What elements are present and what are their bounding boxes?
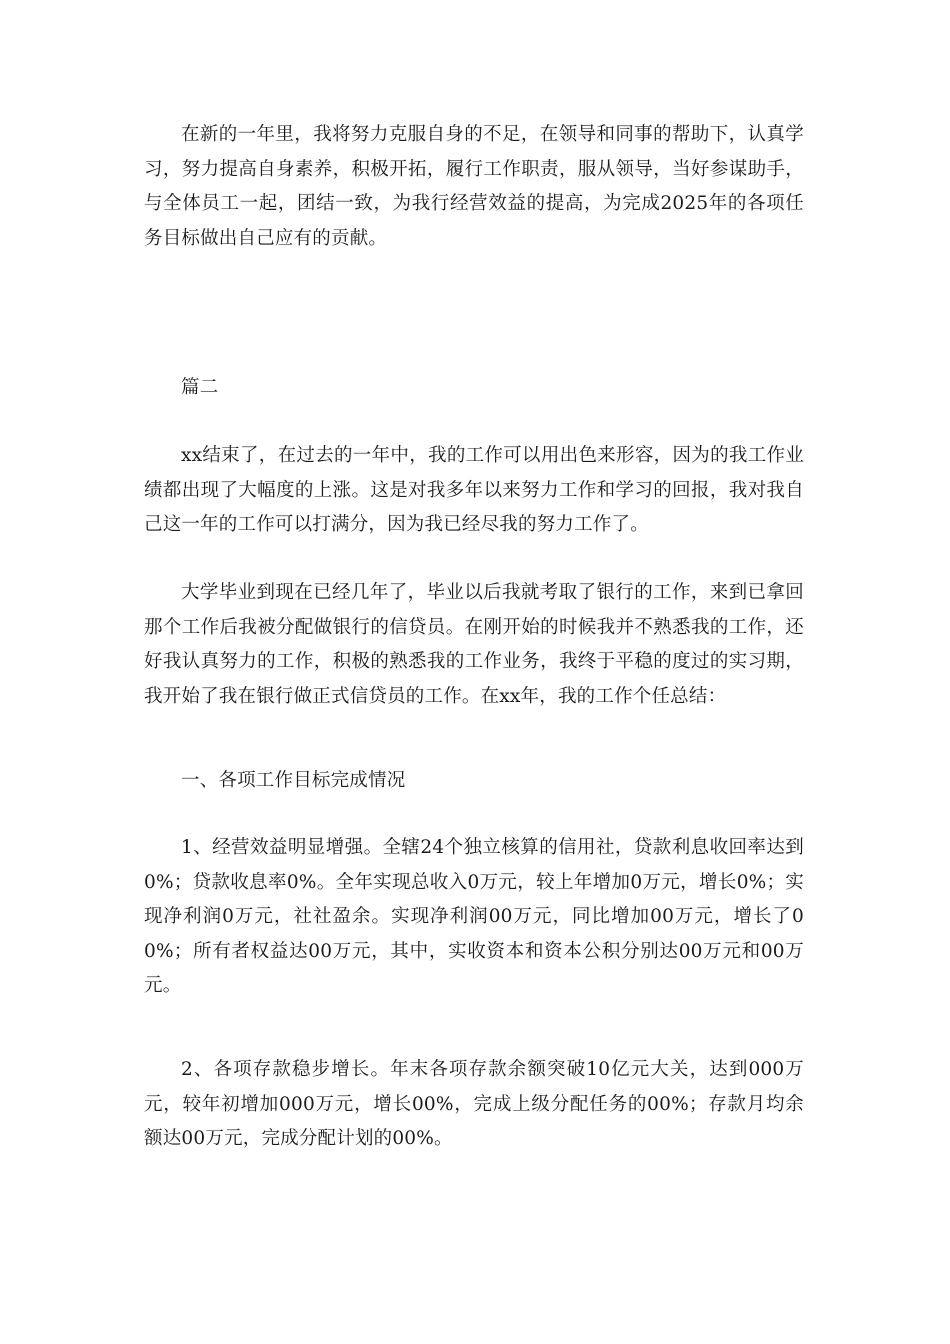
closing-paragraph: 在新的一年里，我将努力克服自身的不足，在领导和同事的帮助下，认真学习，努力提高自身素养，积极开拓，履行工作职责，服从领导，当好参谋助手，与全体员工一起，团结一致，为我行经营效益的提高，为完成2025年的各项任务目标做出自己应有的贡献。	[144, 124, 804, 249]
item-1-paragraph: 1、经营效益明显增强。全辖24个独立核算的信用社，贷款利息收回率达到0%；贷款收息率0%。全年实现总收入0万元，较上年增加0万元，增长0%；实现净利润0万元，社社盈余。实现净利润00万元，同比增加00万元，增长了00%；所有者权益达00万元，其中，实收资本和资本公积分别达00万元和00万元。	[144, 837, 804, 996]
subsection-heading-goals: 一、各项工作目标完成情况	[181, 770, 406, 791]
intro-paragraph: xx结束了，在过去的一年中，我的工作可以用出色来形容，因为的我工作业绩都出现了大幅度的上涨。这是对我多年以来努力工作和学习的回报，我对我自己这一年的工作可以打满分，因为我已经尽我的努力工作了。	[144, 445, 804, 535]
item-2-paragraph: 2、各项存款稳步增长。年末各项存款余额突破10亿元大关，达到000万元，较年初增加000万元，增长00%，完成上级分配任务的00%；存款月均余额达00万元，完成分配计划的00%。	[144, 1059, 804, 1149]
section-heading-part-two: 篇二	[181, 377, 219, 398]
background-paragraph: 大学毕业到现在已经几年了，毕业以后我就考取了银行的工作，来到已拿回那个工作后我被分配做银行的信贷员。在刚开始的时候我并不熟悉我的工作，还好我认真努力的工作，积极的熟悉我的工作业务，我终于平稳的度过的实习期，我开始了我在银行做正式信贷员的工作。在xx年，我的工作个任总结：	[144, 582, 804, 707]
